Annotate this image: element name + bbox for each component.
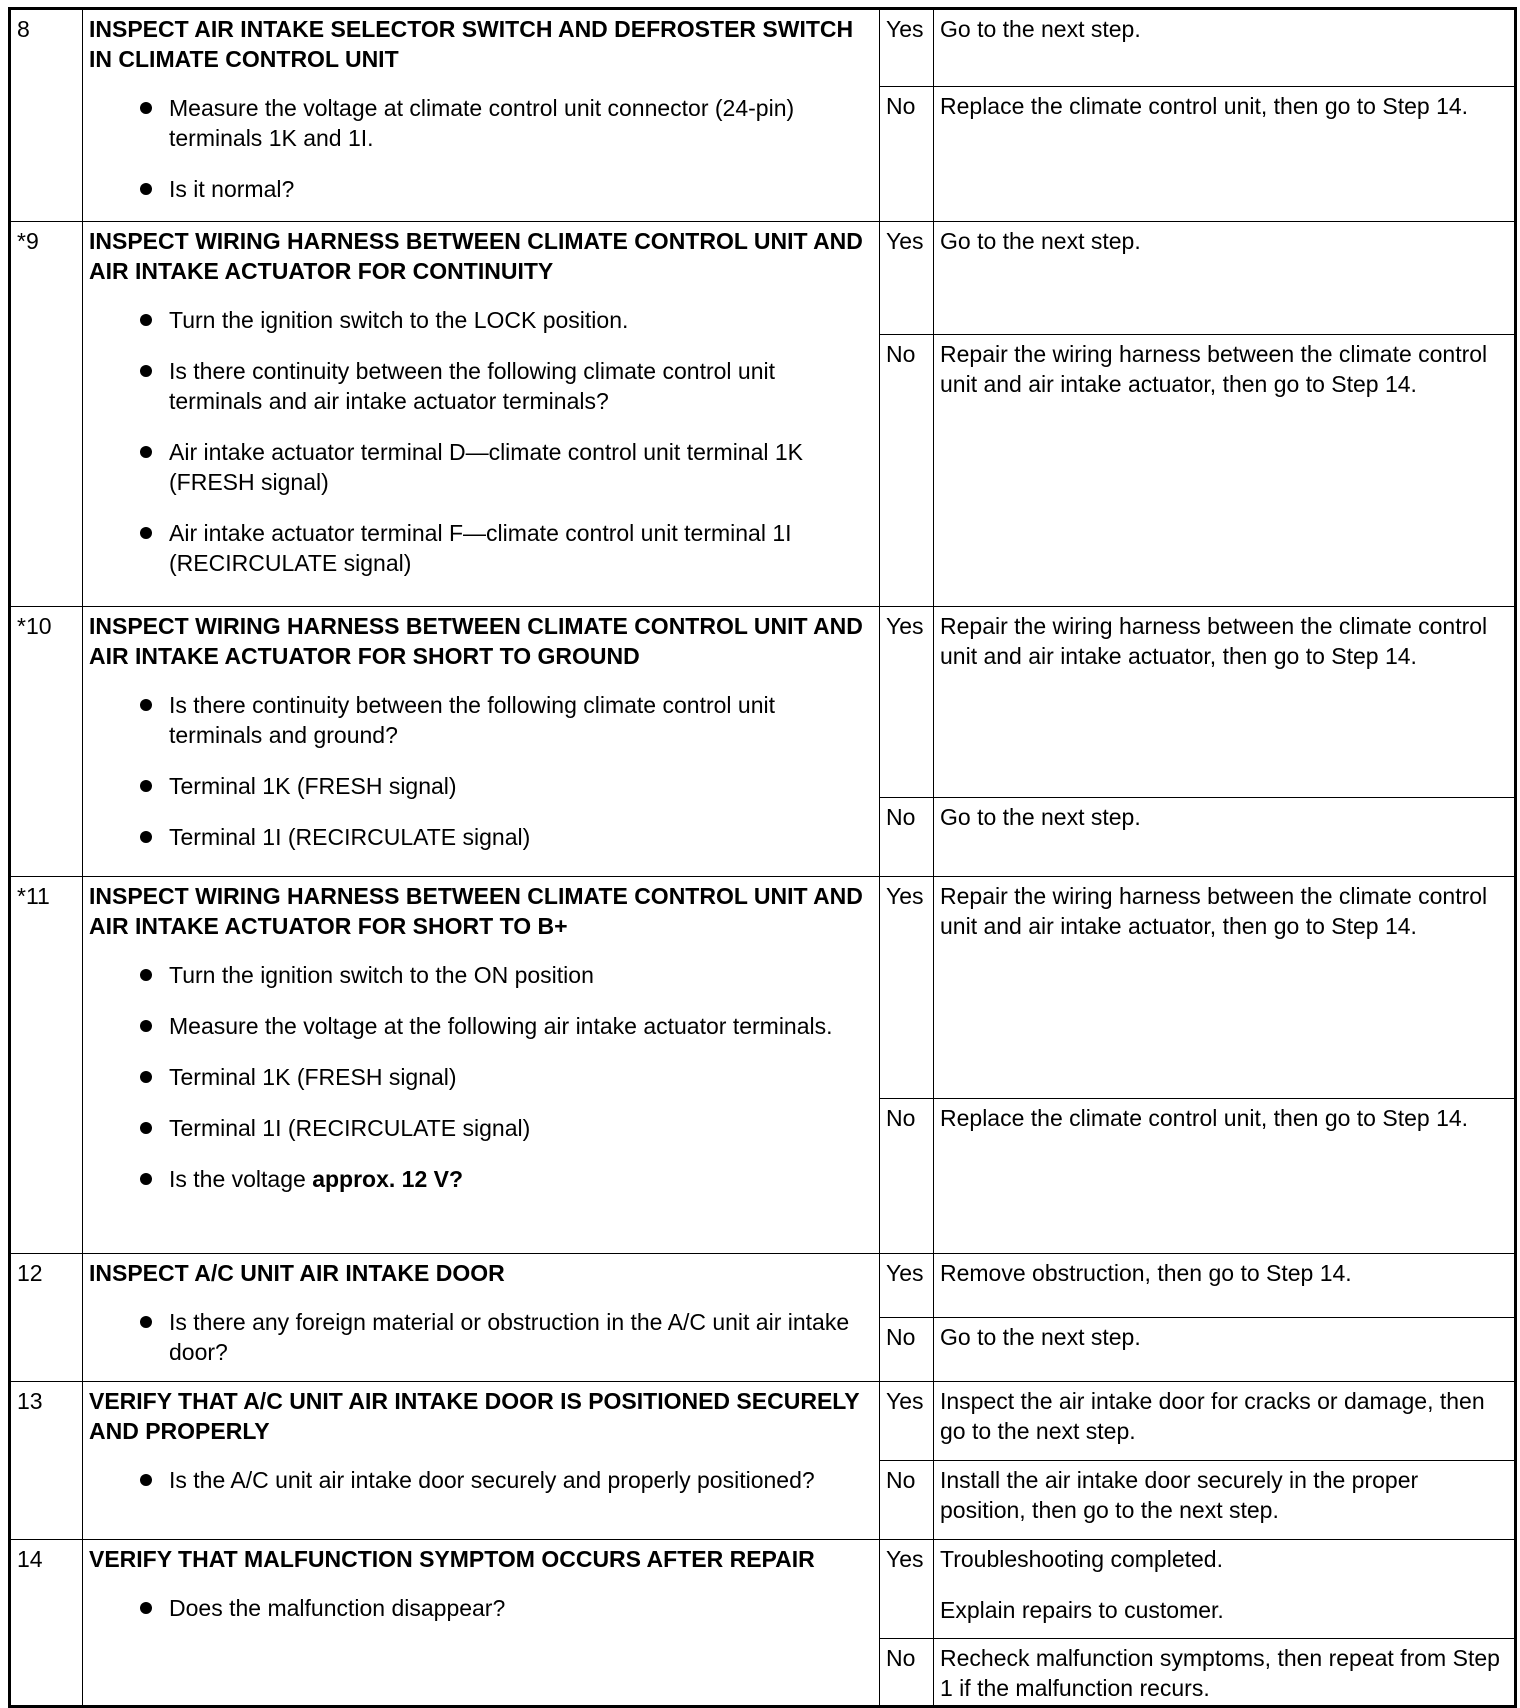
step-row-11-yes: [10, 877, 1516, 1099]
yes-label: Yes: [880, 1254, 934, 1318]
yes-label: Yes: [880, 607, 934, 798]
step-number: 12: [10, 1254, 83, 1382]
step-number: *11: [10, 877, 83, 1254]
bullet-item: Terminal 1I (RECIRCULATE signal): [89, 1113, 873, 1143]
step-number: 8: [10, 9, 83, 222]
step-inspection: [83, 9, 880, 222]
step-row-8-yes: [10, 9, 1516, 87]
step-title: INSPECT A/C UNIT AIR INTAKE DOOR: [89, 1260, 505, 1286]
no-action: Recheck malfunction symptoms, then repeat from Step 1 if the malfunction recurs.: [934, 1639, 1516, 1707]
step-inspection: [83, 1254, 880, 1382]
yes-action-line: Troubleshooting completed.: [940, 1546, 1223, 1572]
no-action: Install the air intake door securely in the proper position, then go to the next step.: [934, 1461, 1516, 1540]
bullet-item: Terminal 1I (RECIRCULATE signal): [89, 822, 873, 852]
yes-action: Inspect the air intake door for cracks or damage, then go to the next step.: [934, 1382, 1516, 1461]
bullet-item: Turn the ignition switch to the ON position: [89, 960, 873, 990]
step-row-12-yes: [10, 1254, 1516, 1318]
step-inspection: [83, 877, 880, 1254]
bullet-item: Is it normal?: [89, 174, 873, 204]
bullet-item: Is there continuity between the following climate control unit terminals and ground?: [89, 690, 873, 750]
no-label: No: [880, 1318, 934, 1382]
yes-action: Repair the wiring harness between the climate control unit and air intake actuator, then go to Step 14.: [934, 607, 1516, 798]
step-row-10-yes: [10, 607, 1516, 798]
step-title: INSPECT AIR INTAKE SELECTOR SWITCH AND DEFROSTER SWITCH IN CLIMATE CONTROL UNIT: [89, 16, 854, 72]
bullet-item: Measure the voltage at the following air intake actuator terminals.: [89, 1011, 873, 1041]
step-title: INSPECT WIRING HARNESS BETWEEN CLIMATE CONTROL UNIT AND AIR INTAKE ACTUATOR FOR SHORT TO GROUND: [89, 613, 863, 669]
bullet-item: Air intake actuator terminal D—climate control unit terminal 1K (FRESH signal): [89, 437, 873, 497]
voltage-value: approx. 12 V?: [312, 1166, 464, 1192]
yes-action-line: Explain repairs to customer.: [940, 1597, 1224, 1623]
yes-label: Yes: [880, 222, 934, 335]
troubleshooting-table-wrapper: [8, 7, 1514, 1701]
bullet-item: Is there any foreign material or obstruction in the A/C unit air intake door?: [89, 1307, 873, 1367]
no-label: No: [880, 87, 934, 222]
bullet-item: Turn the ignition switch to the LOCK position.: [89, 305, 873, 335]
yes-label: Yes: [880, 877, 934, 1099]
step-inspection: [83, 1540, 880, 1707]
yes-label: Yes: [880, 9, 934, 87]
step-number: *9: [10, 222, 83, 607]
step-inspection: [83, 1382, 880, 1540]
bullet-item: Terminal 1K (FRESH signal): [89, 1062, 873, 1092]
yes-action: [934, 1540, 1516, 1639]
step-number: *10: [10, 607, 83, 877]
bullet-item: Does the malfunction disappear?: [89, 1593, 873, 1623]
no-action: Go to the next step.: [934, 1318, 1516, 1382]
no-action: Go to the next step.: [934, 798, 1516, 877]
no-label: No: [880, 335, 934, 607]
no-action: Repair the wiring harness between the climate control unit and air intake actuator, then go to Step 14.: [934, 335, 1516, 607]
yes-action: Go to the next step.: [934, 9, 1516, 87]
bullet-item: Is there continuity between the following climate control unit terminals and air intake actuator terminals?: [89, 356, 873, 416]
bullet-text: Is the voltage: [169, 1166, 313, 1192]
step-number: 14: [10, 1540, 83, 1707]
step-row-13-yes: [10, 1382, 1516, 1461]
bullet-item: Measure the voltage at climate control unit connector (24-pin) terminals 1K and 1I.: [89, 93, 873, 153]
bullet-item: [89, 1164, 873, 1194]
yes-action: Repair the wiring harness between the climate control unit and air intake actuator, then go to Step 14.: [934, 877, 1516, 1099]
bullet-item: Is the A/C unit air intake door securely and properly positioned?: [89, 1465, 873, 1495]
yes-label: Yes: [880, 1382, 934, 1461]
bullet-item: Air intake actuator terminal F—climate control unit terminal 1I (RECIRCULATE signal): [89, 518, 873, 578]
no-label: No: [880, 1639, 934, 1707]
step-row-9-yes: [10, 222, 1516, 335]
step-title: INSPECT WIRING HARNESS BETWEEN CLIMATE CONTROL UNIT AND AIR INTAKE ACTUATOR FOR SHORT TO B+: [89, 883, 863, 939]
troubleshooting-table: [8, 7, 1517, 1708]
yes-action: Go to the next step.: [934, 222, 1516, 335]
step-number: 13: [10, 1382, 83, 1540]
no-label: No: [880, 1461, 934, 1540]
yes-action: Remove obstruction, then go to Step 14.: [934, 1254, 1516, 1318]
step-inspection: [83, 607, 880, 877]
step-row-14-yes: [10, 1540, 1516, 1639]
step-inspection: [83, 222, 880, 607]
no-action: Replace the climate control unit, then go to Step 14.: [934, 1099, 1516, 1254]
no-label: No: [880, 798, 934, 877]
step-title: VERIFY THAT MALFUNCTION SYMPTOM OCCURS AFTER REPAIR: [89, 1546, 815, 1572]
no-action: Replace the climate control unit, then go to Step 14.: [934, 87, 1516, 222]
no-label: No: [880, 1099, 934, 1254]
step-title: INSPECT WIRING HARNESS BETWEEN CLIMATE CONTROL UNIT AND AIR INTAKE ACTUATOR FOR CONTINUITY: [89, 228, 863, 284]
yes-label: Yes: [880, 1540, 934, 1639]
bullet-item: Terminal 1K (FRESH signal): [89, 771, 873, 801]
step-title: VERIFY THAT A/C UNIT AIR INTAKE DOOR IS POSITIONED SECURELY AND PROPERLY: [89, 1388, 860, 1444]
